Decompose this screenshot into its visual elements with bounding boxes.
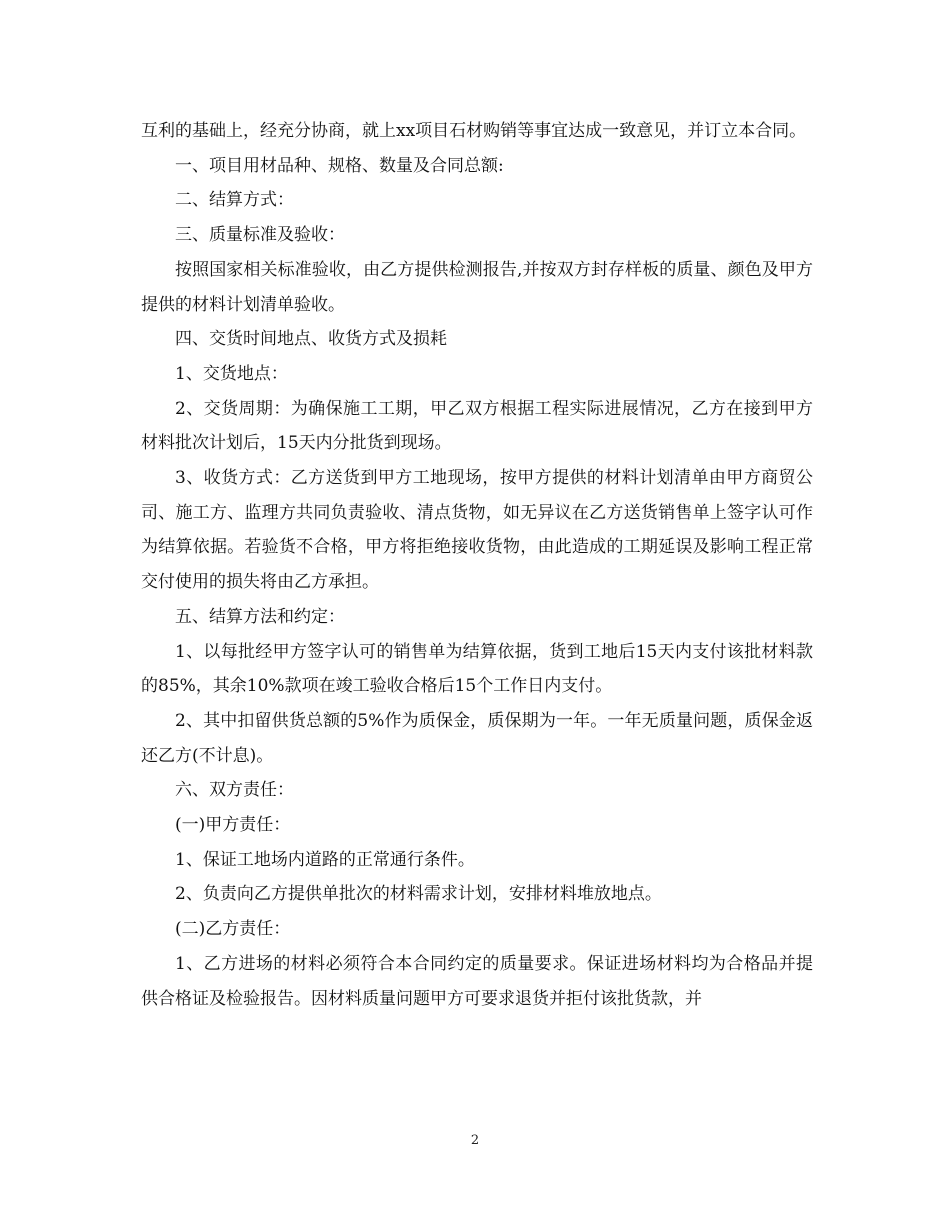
subsection-party-b: (二)乙方责任： <box>175 919 291 940</box>
section-heading-5: 五、结算方法和约定： <box>175 606 345 627</box>
paragraph-1: 互利的基础上，经充分协商，就上xx项目石材购销等事宜达成一致意见，并订立本合同。 <box>141 121 807 141</box>
clause-receiving-method: 3、收货方式：乙方送货到甲方工地现场，按甲方提供的材料计划清单由甲方商贸公司、施工方、监理方共同负责验收、清点货物，如无异议在乙方送货销售单上签字认可作为结算依据。若验货不合格，甲方将拒绝接收货物，由此造成的工期延误及影响工程正常交付使用的损失将由乙方承担。 <box>141 468 813 593</box>
section-heading-4: 四、交货时间地点、收货方式及损耗 <box>175 329 447 350</box>
paragraph-quality: 按照国家相关标准验收，由乙方提供检测报告,并按双方封存样板的质量、颜色及甲方提供的材料计划清单验收。 <box>141 259 813 315</box>
page-number: 2 <box>470 1133 480 1148</box>
section-heading-1: 一、项目用材品种、规格、数量及合同总额: <box>175 155 504 176</box>
clause-delivery-location: 1、交货地点： <box>175 363 288 384</box>
clause-party-a-1: 1、保证工地场内道路的正常通行条件。 <box>175 849 475 870</box>
clause-party-a-2: 2、负责向乙方提供单批次的材料需求计划，安排材料堆放地点。 <box>175 884 662 905</box>
clause-settlement-2: 2、其中扣留供货总额的5%作为质保金，质保期为一年。一年无质量问题，质保金返还乙方(不计息)。 <box>141 710 813 766</box>
section-heading-2: 二、结算方式： <box>175 190 294 211</box>
section-heading-3: 三、质量标准及验收： <box>175 225 345 246</box>
document-body <box>141 114 813 1016</box>
subsection-party-a: (一)甲方责任： <box>175 815 291 836</box>
clause-delivery-period: 2、交货周期：为确保施工工期，甲乙双方根据工程实际进展情况，乙方在接到甲方材料批次计划后，15天内分批货到现场。 <box>141 398 813 454</box>
section-heading-6: 六、双方责任： <box>175 780 294 801</box>
clause-party-b-1: 1、乙方进场的材料必须符合本合同约定的质量要求。保证进场材料均为合格品并提供合格证及检验报告。因材料质量问题甲方可要求退货并拒付该批货款，并 <box>141 953 813 1009</box>
clause-settlement-1: 1、以每批经甲方签字认可的销售单为结算依据，货到工地后15天内支付该批材料款的85%，其余10%款项在竣工验收合格后15个工作日内支付。 <box>141 641 813 697</box>
